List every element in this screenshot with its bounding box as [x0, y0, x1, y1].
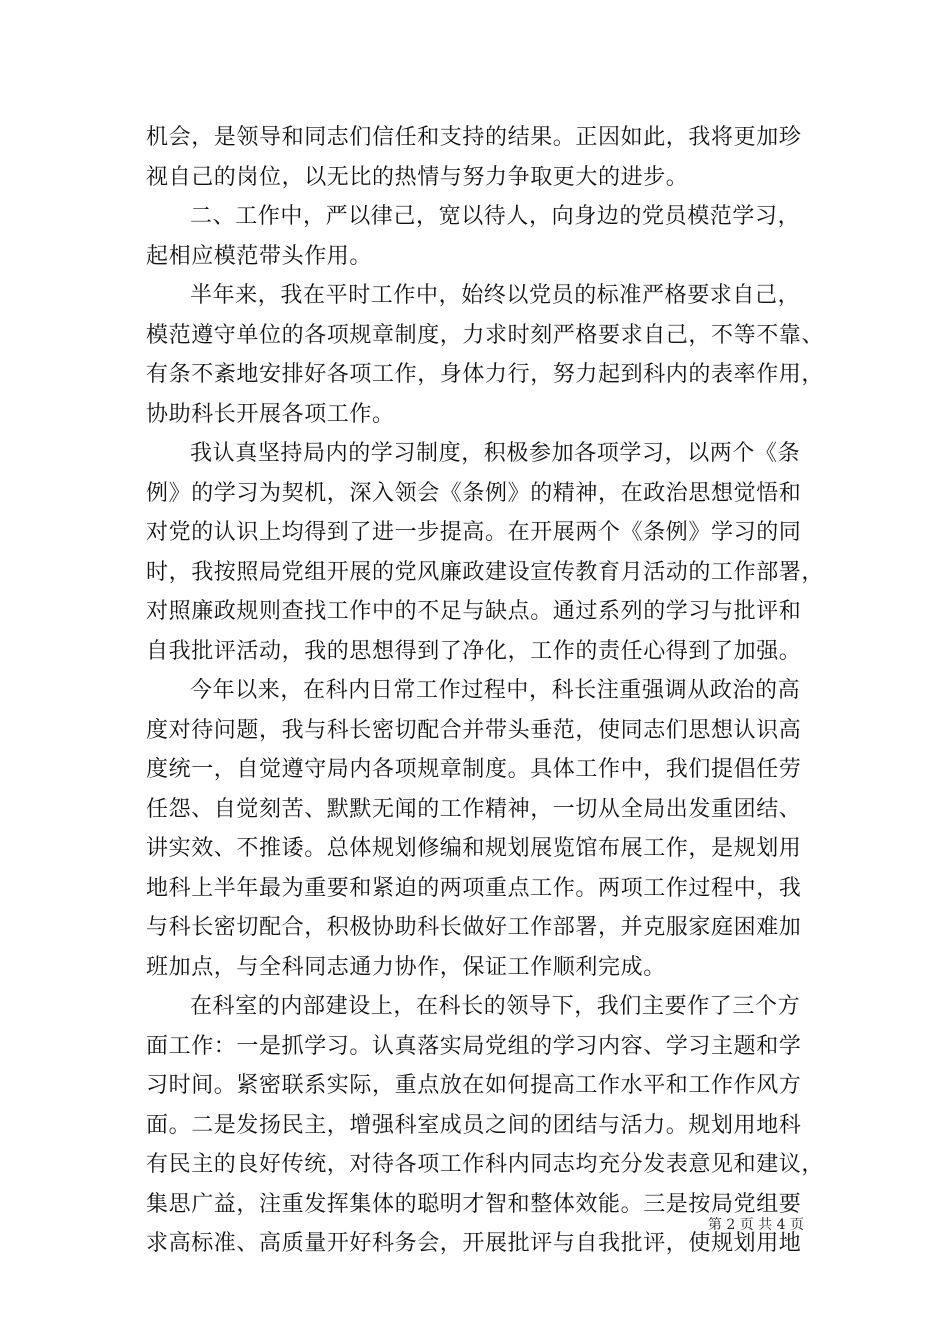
text-line: 今年以来，在科内日常工作过程中，科长注重强调从政治的高 — [190, 678, 801, 703]
text-line: 讲实效、不推诿。总体规划修编和规划展览馆布展工作，是规划用 — [146, 836, 802, 861]
text-line: 自我批评活动，我的思想得到了净化，工作的责任心得到了加强。 — [146, 638, 802, 664]
section-heading-line: 起相应模范带头作用。 — [146, 243, 373, 269]
text-line: 任怨、自觉刻苦、默默无闻的工作精神，一切从全局出发重团结、 — [146, 796, 802, 822]
text-line: 求高标准、高质量开好科务会，开展批评与自我批评，使规划用地 — [146, 1231, 802, 1256]
text-line: 时，我按照局党组开展的党风廉政建设宣传教育月活动的工作部署， — [146, 559, 825, 585]
text-line: 我认真坚持局内的学习制度，积极参加各项学习，以两个《条 — [190, 441, 801, 466]
text-line: 面工作：一是抓学习。认真落实局党组的学习内容、学习主题和学 — [146, 1033, 802, 1059]
text-line: 例》的学习为契机，深入领会《条例》的精神，在政治思想觉悟和 — [146, 480, 802, 506]
text-line: 有民主的良好传统，对待各项工作科内同志均充分发表意见和建议， — [146, 1152, 825, 1177]
text-line: 有条不紊地安排好各项工作，身体力行，努力起到科内的表率作用， — [146, 362, 825, 387]
section-heading-line: 二、工作中，严以律己，宽以待人，向身边的党员模范学习， — [190, 204, 801, 229]
text-line: 对照廉政规则查找工作中的不足与缺点。通过系列的学习与批评和 — [146, 599, 802, 624]
text-line: 视自己的岗位，以无比的热情与努力争取更大的进步。 — [146, 164, 689, 190]
text-line: 习时间。紧密联系实际，重点放在如何提高工作水平和工作作风方 — [146, 1073, 802, 1098]
text-line: 协助科长开展各项工作。 — [146, 401, 395, 427]
text-line: 模范遵守单位的各项规章制度，力求时刻严格要求自己，不等不靠、 — [146, 322, 825, 348]
text-line: 与科长密切配合，积极协助科长做好工作部署，并克服家庭困难加 — [146, 915, 802, 940]
text-line: 在科室的内部建设上，在科长的领导下，我们主要作了三个方 — [190, 994, 801, 1019]
text-line: 集思广益，注重发挥集体的聪明才智和整体效能。三是按局党组要 — [146, 1191, 802, 1217]
text-line: 对党的认识上均得到了进一步提高。在开展两个《条例》学习的同 — [146, 520, 802, 545]
text-line: 机会，是领导和同志们信任和支持的结果。正因如此，我将更加珍 — [146, 125, 802, 150]
text-line: 班加点，与全科同志通力协作，保证工作顺利完成。 — [146, 954, 666, 980]
text-line: 地科上半年最为重要和紧迫的两项重点工作。两项工作过程中，我 — [146, 875, 802, 901]
text-line: 半年来，我在平时工作中，始终以党员的标准严格要求自己， — [190, 283, 801, 308]
text-line: 面。二是发扬民主，增强科室成员之间的团结与活力。规划用地科 — [146, 1112, 802, 1138]
page-number: 第 2 页 共 4 页 — [707, 1217, 804, 1233]
body-text — [146, 118, 825, 1264]
text-line: 度统一，自觉遵守局内各项规章制度。具体工作中，我们提倡任劳 — [146, 757, 802, 782]
text-line: 度对待问题，我与科长密切配合并带头垂范，使同志们思想认识高 — [146, 717, 802, 743]
